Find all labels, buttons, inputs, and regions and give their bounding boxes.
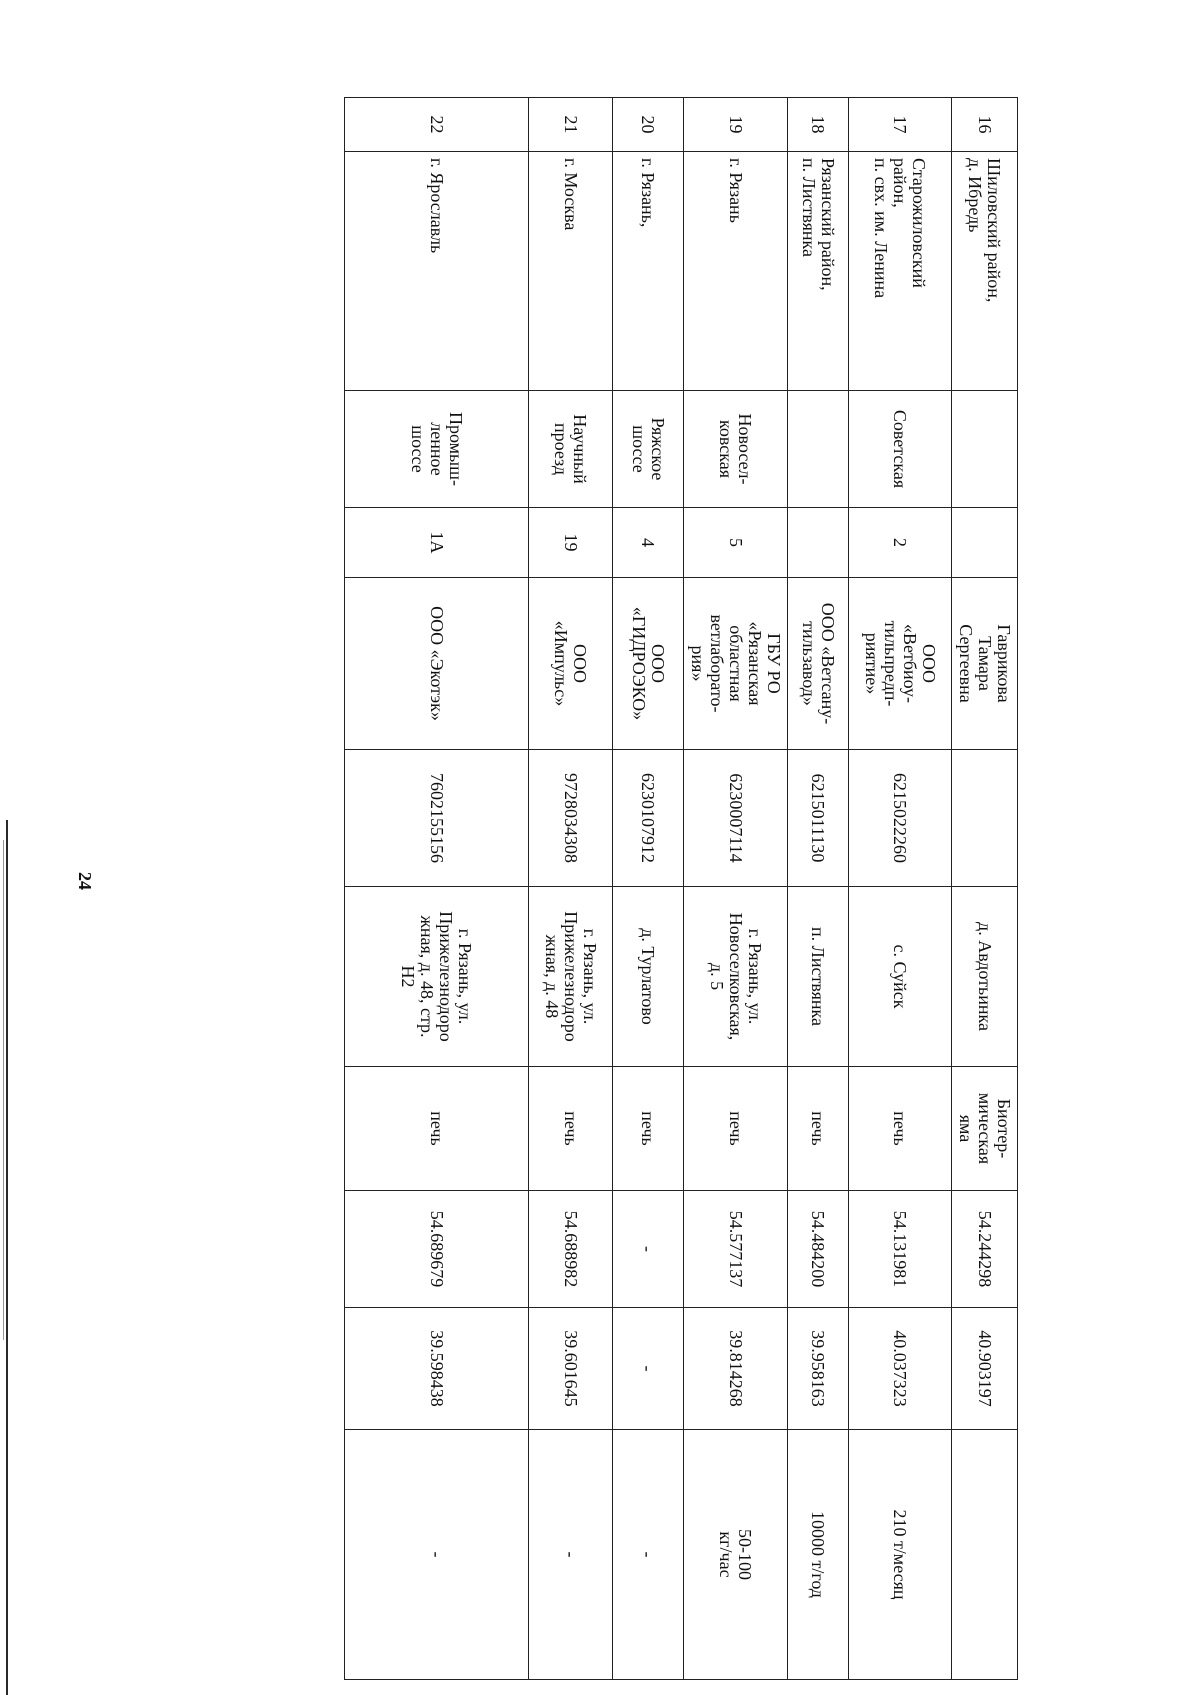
inn-cell: 9728034308 [529,750,613,887]
scan-edge-line-faint [3,840,4,1340]
house-number-cell: 1А [345,508,529,578]
inn-cell: 6215022260 [849,750,952,887]
inn-cell: 6230107912 [613,750,684,887]
capacity-cell: - [529,1430,613,1680]
inn-cell [952,750,1018,887]
district-cell: г. Москва [529,152,613,391]
owner-cell: ООО «Ветбиоу- тильпредп- риятие» [849,578,952,750]
facility-type-cell: печь [345,1067,529,1191]
longitude-cell: 40.037323 [849,1308,952,1430]
row-number-cell: 18 [788,98,849,152]
location-cell: г. Рязань, ул. Прижелезнодоро жная, д. 48, стр. Н2 [345,887,529,1067]
house-number-cell [952,508,1018,578]
inn-cell: 6230007114 [684,750,788,887]
longitude-cell: 39.814268 [684,1308,788,1430]
owner-cell: Гаврикова Тамара Сергеевна [952,578,1018,750]
owner-cell: ООО «Ветсану- тильзавод» [788,578,849,750]
street-cell [952,391,1018,508]
latitude-cell: 54.688982 [529,1191,613,1308]
inn-cell: 7602155156 [345,750,529,887]
table-row [788,98,849,1680]
latitude-cell: 54.577137 [684,1191,788,1308]
facilities-table-rotated [353,97,1018,1679]
district-cell: г. Ярославль [345,152,529,391]
longitude-cell: 39.958163 [788,1308,849,1430]
longitude-cell: 40.903197 [952,1308,1018,1430]
capacity-cell: 210 т/месяц [849,1430,952,1680]
row-number-cell: 19 [684,98,788,152]
capacity-cell [952,1430,1018,1680]
street-cell: Новосел- ковская [684,391,788,508]
location-cell: г. Рязань, ул. Прижелезнодоро жная, д. 48 [529,887,613,1067]
facility-type-cell: печь [849,1067,952,1191]
table-row [849,98,952,1680]
street-cell: Советская [849,391,952,508]
street-cell [788,391,849,508]
page-number: 24 [75,872,95,890]
location-cell: д. Авдотьинка [952,887,1018,1067]
row-number-cell: 16 [952,98,1018,152]
capacity-cell: 10000 т/год [788,1430,849,1680]
district-cell: г. Рязань, [613,152,684,391]
district-cell: Рязанский район, п. Листвянка [788,152,849,391]
house-number-cell: 5 [684,508,788,578]
facility-type-cell: Биотер- мическая яма [952,1067,1018,1191]
owner-cell: ООО «ГИДРОЭКО» [613,578,684,750]
latitude-cell: 54.131981 [849,1191,952,1308]
owner-cell: ГБУ РО «Рязанская областная ветлаборато- рия» [684,578,788,750]
house-number-cell [788,508,849,578]
owner-cell: ООО «Импульс» [529,578,613,750]
capacity-cell: - [345,1430,529,1680]
capacity-cell: 50-100 кг/час [684,1430,788,1680]
latitude-cell: 54.689679 [345,1191,529,1308]
latitude-cell: - [613,1191,684,1308]
row-number-cell: 21 [529,98,613,152]
facilities-table [344,97,1018,1680]
location-cell: п. Листвянка [788,887,849,1067]
longitude-cell: 39.598438 [345,1308,529,1430]
house-number-cell: 19 [529,508,613,578]
street-cell: Научный проезд [529,391,613,508]
owner-cell: ООО «Экотэк» [345,578,529,750]
district-cell: Старожиловский район, п. свх. им. Ленина [849,152,952,391]
district-cell: Шиловский район, д. Ибредь [952,152,1018,391]
facility-type-cell: печь [788,1067,849,1191]
location-cell: г. Рязань, ул. Новоселковская, д. 5 [684,887,788,1067]
house-number-cell: 4 [613,508,684,578]
row-number-cell: 17 [849,98,952,152]
table-row [613,98,684,1680]
longitude-cell: 39.601645 [529,1308,613,1430]
latitude-cell: 54.244298 [952,1191,1018,1308]
table-row [345,98,529,1680]
table-body [345,98,1018,1680]
street-cell: Ряжское шоссе [613,391,684,508]
street-cell: Промыш- ленное шоссе [345,391,529,508]
location-cell: с. Суйск [849,887,952,1067]
table-row [952,98,1018,1680]
facility-type-cell: печь [684,1067,788,1191]
location-cell: д. Турлатово [613,887,684,1067]
facility-type-cell: печь [529,1067,613,1191]
house-number-cell: 2 [849,508,952,578]
latitude-cell: 54.484200 [788,1191,849,1308]
scan-edge-line [6,820,8,1695]
district-cell: г. Рязань [684,152,788,391]
inn-cell: 6215011130 [788,750,849,887]
table-row [684,98,788,1680]
capacity-cell: - [613,1430,684,1680]
facility-type-cell: печь [613,1067,684,1191]
row-number-cell: 20 [613,98,684,152]
table-row [529,98,613,1680]
row-number-cell: 22 [345,98,529,152]
longitude-cell: - [613,1308,684,1430]
